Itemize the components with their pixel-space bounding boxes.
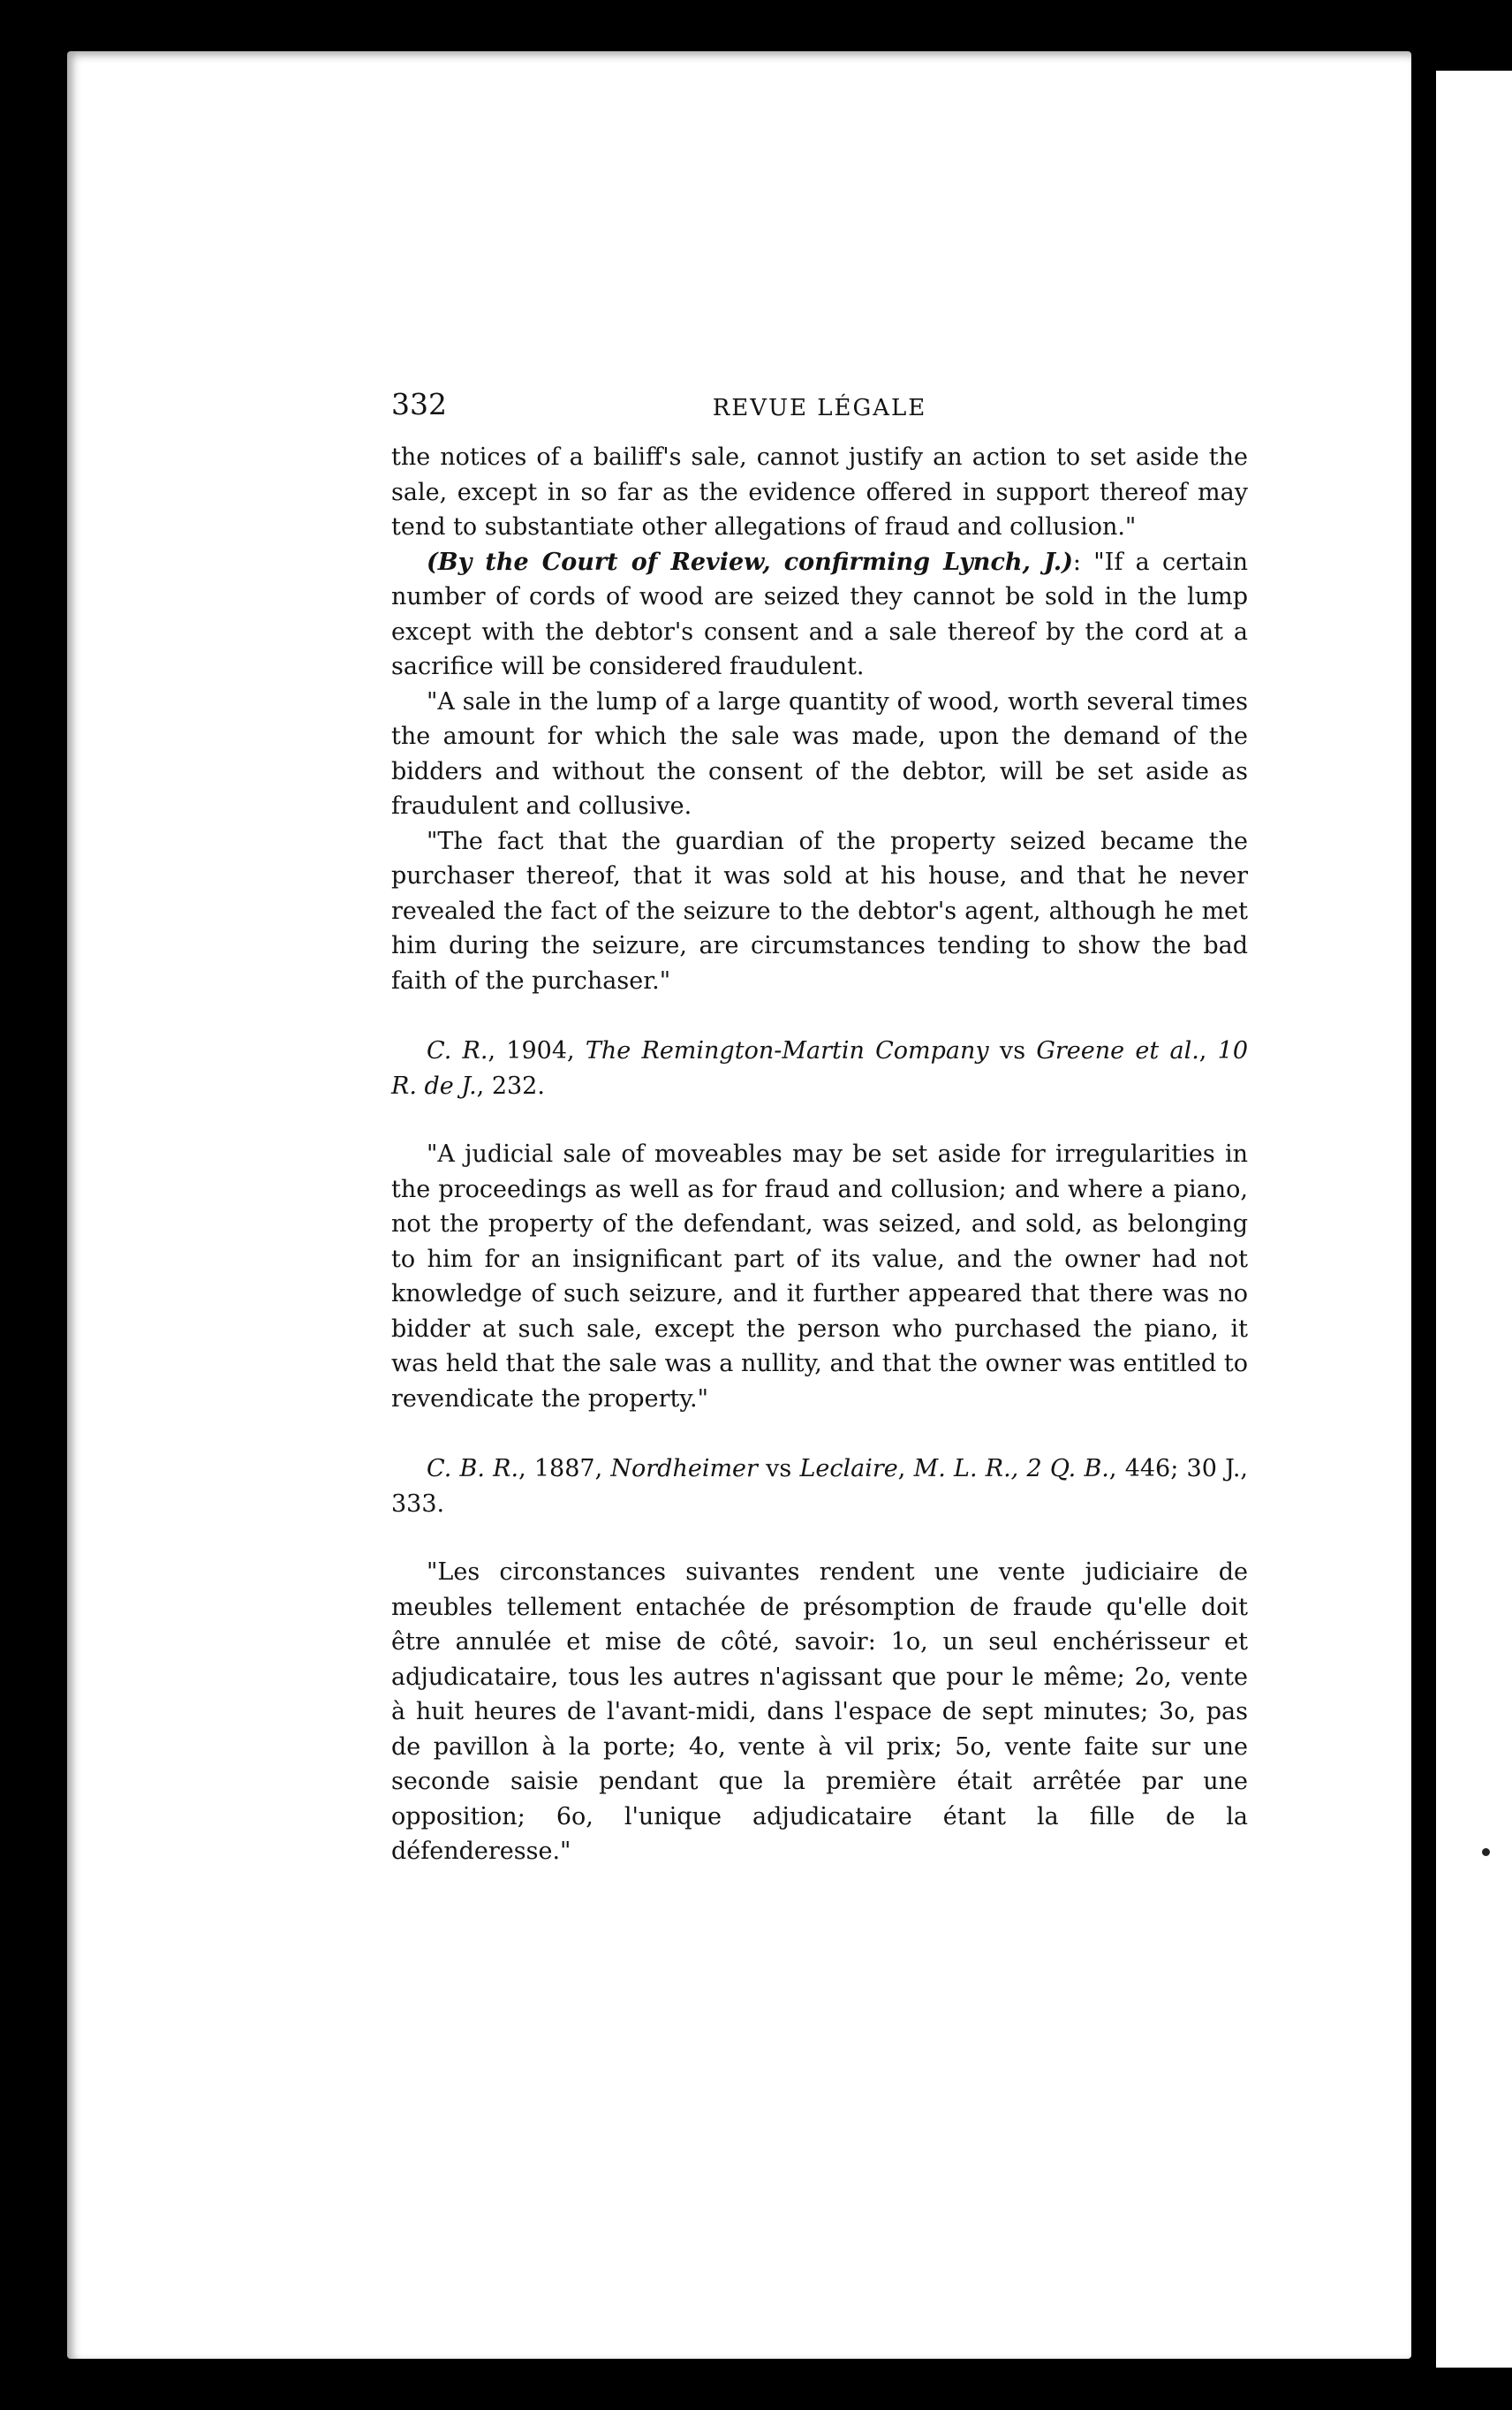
running-head — [391, 387, 1248, 440]
paragraph-6 — [391, 1555, 1248, 1869]
paragraph-4 — [391, 824, 1248, 999]
citation-1-page: , 232. — [476, 1072, 545, 1100]
paragraph-2 — [391, 545, 1248, 685]
paragraph-5-text: "A judicial sale of moveables may be set aside for irregularities in the proceedings as well as for fraud and collusion; and where a piano, not the property of the defendant, was seized, and sold, as belonging to him for an insignificant part of its value, and the owner had not knowledge of such seizure, and it further appeared that there was no bidder at such sale, except the person who purchased the piano, it was held that the sale was a nullity, and that the owner was entitled to revendicate the property." — [391, 1141, 1248, 1413]
speck-mark — [1482, 1848, 1490, 1856]
citation-2-vs: vs — [757, 1455, 800, 1482]
citation-2-report: M. L. R., 2 Q. B. — [913, 1455, 1109, 1482]
citation-1-year: , 1904, — [488, 1037, 586, 1065]
paragraph-5 — [391, 1137, 1248, 1416]
citation-1-report: 10 R. de J. — [391, 1037, 1248, 1100]
citation-1 — [391, 1034, 1248, 1103]
citation-2-year: , 1887, — [518, 1455, 611, 1482]
citation-1-party-a: The Remington-Martin Company — [585, 1037, 989, 1065]
text-block — [391, 387, 1248, 1869]
paragraph-2-text: : "If a certain number of cords of wood are seized they cannot be sold in the lump except with the debtor's consent and a sale thereof by the cord at a sacrifice will be considered fraudulent. — [391, 548, 1248, 680]
running-title: REVUE LÉGALE — [712, 395, 927, 421]
citation-1-court: C. R. — [427, 1037, 488, 1065]
court-reference: (By the Court of Review, confirming Lynch, J.) — [427, 548, 1073, 576]
paragraph-6-text: "Les circonstances suivantes rendent une vente judiciaire de meubles tellement entachée de présomption de fraude qu'elle doit être annulée et mise de côté, savoir: 1o, un seul enchérisseur et adjudicataire, tous les autres n'agissant que pour le même; 2o, vente à huit heures de l'avant-midi, dans l'espace de sept minutes; 3o, pas de pavillon à la porte; 4o, vente à vil prix; 5o, vente faite sur une seconde saisie pendant que la première était arrêtée par une opposition; 6o, l'unique adjudicataire étant la fille de la défenderesse." — [391, 1558, 1248, 1865]
citation-1-vs: vs — [988, 1037, 1037, 1065]
citation-1-sep: , — [1198, 1037, 1218, 1065]
paragraph-1 — [391, 440, 1248, 545]
citation-2-party-a: Nordheimer — [610, 1455, 758, 1482]
paragraph-3-text: "A sale in the lump of a large quantity of wood, worth several times the amount for which the sale was made, upon the demand of the bidders and without the consent of the debtor, will be set aside as fraudulent and collusive. — [391, 687, 1248, 820]
paragraph-4-text: "The fact that the guardian of the property seized became the purchaser thereof, that it was sold at his house, and that he never revealed the fact of the seizure to the debtor's agent, although he met him during the seizure, are circumstances tending to show the bad faith of the purchaser." — [391, 827, 1248, 995]
paragraph-3 — [391, 685, 1248, 824]
citation-1-party-b: Greene et al. — [1036, 1037, 1199, 1065]
citation-2-sep: , — [897, 1455, 914, 1482]
citation-2-page: , 446; 30 J., 333. — [391, 1455, 1249, 1518]
citation-2-party-b: Leclaire — [799, 1455, 898, 1482]
paragraph-1-text: the notices of a bailiff's sale, cannot justify an action to set aside the sale, except in so far as the evidence offered in support thereof may tend to substantiate other allegations of fraud and collusion." — [391, 443, 1248, 541]
citation-2 — [391, 1451, 1248, 1521]
citation-2-court: C. B. R. — [427, 1455, 519, 1482]
page-number: 332 — [391, 387, 447, 421]
facing-page-edge — [1436, 71, 1512, 2368]
